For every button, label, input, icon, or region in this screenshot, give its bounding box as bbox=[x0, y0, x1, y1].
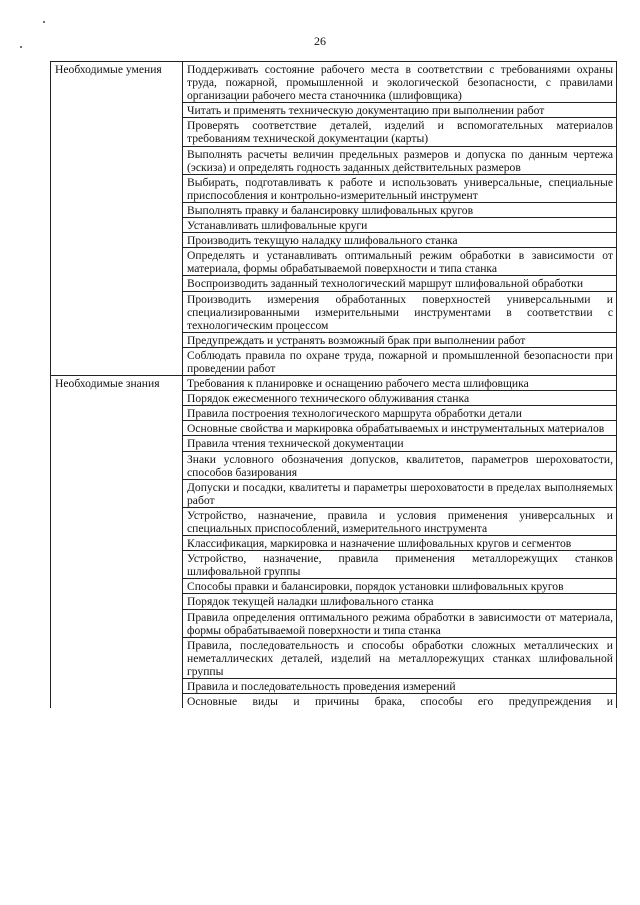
category-cell-continued bbox=[51, 233, 183, 248]
table-row bbox=[51, 332, 617, 347]
category-cell-continued bbox=[51, 174, 183, 202]
table-body bbox=[51, 62, 617, 709]
table-row bbox=[51, 694, 617, 709]
category-cell-continued bbox=[51, 637, 183, 678]
table-row bbox=[51, 118, 617, 146]
category-cell-continued bbox=[51, 421, 183, 436]
requirement-item: Устанавливать шлифовальные круги bbox=[183, 218, 617, 233]
requirement-item: Правила и последовательность проведения измерений bbox=[183, 679, 617, 694]
table-row bbox=[51, 347, 617, 375]
requirement-item: Основные виды и причины брака, способы его предупреждения и bbox=[183, 694, 617, 709]
category-cell-continued bbox=[51, 507, 183, 535]
category-cell-continued bbox=[51, 347, 183, 375]
category-cell-continued bbox=[51, 594, 183, 609]
requirement-item: Определять и устанавливать оптимальный режим обработки в зависимости от материала, формы обрабатываемой поверхности и типа станка bbox=[183, 248, 617, 276]
requirement-item: Порядок текущей наладки шлифовального станка bbox=[183, 594, 617, 609]
category-cell-continued bbox=[51, 202, 183, 217]
table-row bbox=[51, 594, 617, 609]
table-row bbox=[51, 479, 617, 507]
table-row bbox=[51, 579, 617, 594]
requirement-item: Поддерживать состояние рабочего места в соответствии с требованиями охраны труда, пожарной, промышленной и экологической безопасности, с правилами организации рабочего места станочника (шлифовщика) bbox=[183, 62, 617, 103]
table-row bbox=[51, 436, 617, 451]
category-cell-continued bbox=[51, 146, 183, 174]
requirement-item: Выполнять правку и балансировку шлифовальных кругов bbox=[183, 202, 617, 217]
category-cell-continued bbox=[51, 291, 183, 332]
table-row bbox=[51, 637, 617, 678]
requirement-item: Допуски и посадки, квалитеты и параметры шероховатости в пределах выполняемых работ bbox=[183, 479, 617, 507]
requirement-item: Проверять соответствие деталей, изделий и вспомогательных материалов требованиям технической документации (карты) bbox=[183, 118, 617, 146]
table-row bbox=[51, 202, 617, 217]
requirement-item: Знаки условного обозначения допусков, квалитетов, параметров шероховатости, способов базирования bbox=[183, 451, 617, 479]
table-row bbox=[51, 406, 617, 421]
requirement-item: Читать и применять техническую документацию при выполнении работ bbox=[183, 103, 617, 118]
requirement-item: Правила чтения технической документации bbox=[183, 436, 617, 451]
table-row bbox=[51, 451, 617, 479]
requirement-item: Выбирать, подготавливать к работе и использовать универсальные, специальные приспособления и контрольно-измерительный инструмент bbox=[183, 174, 617, 202]
table-row bbox=[51, 276, 617, 291]
table-row bbox=[51, 103, 617, 118]
category-cell-continued bbox=[51, 436, 183, 451]
category-cell-continued bbox=[51, 536, 183, 551]
table-row bbox=[51, 174, 617, 202]
table-row bbox=[51, 609, 617, 637]
requirement-item: Воспроизводить заданный технологический маршрут шлифовальной обработки bbox=[183, 276, 617, 291]
requirement-item: Порядок ежесменного технического облуживания станка bbox=[183, 391, 617, 406]
table-row bbox=[51, 376, 617, 391]
category-cell-continued bbox=[51, 406, 183, 421]
requirement-item: Способы правки и балансировки, порядок установки шлифовальных кругов bbox=[183, 579, 617, 594]
table-row bbox=[51, 421, 617, 436]
requirement-item: Соблюдать правила по охране труда, пожарной и промышленной безопасности при проведении работ bbox=[183, 347, 617, 375]
requirement-item: Производить текущую наладку шлифовального станка bbox=[183, 233, 617, 248]
table-row bbox=[51, 291, 617, 332]
requirement-item: Классификация, маркировка и назначение шлифовальных кругов и сегментов bbox=[183, 536, 617, 551]
category-cell-continued bbox=[51, 609, 183, 637]
table-row bbox=[51, 551, 617, 579]
table-row bbox=[51, 507, 617, 535]
requirement-item: Устройство, назначение, правила применения металлорежущих станков шлифовальной группы bbox=[183, 551, 617, 579]
category-cell-continued bbox=[51, 391, 183, 406]
category-label: Необходимые умения bbox=[51, 62, 183, 103]
requirement-item: Устройство, назначение, правила и условия применения универсальных и специальных приспособлений, измерительного инструмента bbox=[183, 507, 617, 535]
requirement-item: Требования к планировке и оснащению рабочего места шлифовщика bbox=[183, 376, 617, 391]
table-row bbox=[51, 146, 617, 174]
requirement-item: Выполнять расчеты величин предельных размеров и допуска по данным чертежа (эскиза) и определять годность заданных действительных размеров bbox=[183, 146, 617, 174]
competency-table bbox=[50, 61, 617, 708]
requirement-item: Производить измерения обработанных поверхностей универсальными и специализированными измерительными инструментами в соответствии с технологическим процессом bbox=[183, 291, 617, 332]
category-cell-continued bbox=[51, 332, 183, 347]
category-cell-continued bbox=[51, 694, 183, 709]
table-row bbox=[51, 233, 617, 248]
requirement-item: Правила, последовательность и способы обработки сложных металлических и неметаллических деталей, изделий на металлорежущих станках шлифовальной группы bbox=[183, 637, 617, 678]
requirement-item: Правила построения технологического маршрута обработки детали bbox=[183, 406, 617, 421]
category-cell-continued bbox=[51, 248, 183, 276]
category-cell-continued bbox=[51, 118, 183, 146]
requirement-item: Правила определения оптимального режима обработки в зависимости от материала, формы обрабатываемой поверхности и типа станка bbox=[183, 609, 617, 637]
category-cell-continued bbox=[51, 103, 183, 118]
table-row bbox=[51, 679, 617, 694]
requirement-item: Основные свойства и маркировка обрабатываемых и инструментальных материалов bbox=[183, 421, 617, 436]
category-cell-continued bbox=[51, 276, 183, 291]
table-row bbox=[51, 218, 617, 233]
table-row bbox=[51, 248, 617, 276]
category-cell-continued bbox=[51, 579, 183, 594]
table-row bbox=[51, 62, 617, 103]
category-cell-continued bbox=[51, 679, 183, 694]
table-row bbox=[51, 536, 617, 551]
category-label: Необходимые знания bbox=[51, 376, 183, 391]
category-cell-continued bbox=[51, 451, 183, 479]
page-number: 26 bbox=[314, 34, 326, 48]
category-cell-continued bbox=[51, 551, 183, 579]
table-row bbox=[51, 391, 617, 406]
scan-speck bbox=[43, 21, 45, 23]
category-cell-continued bbox=[51, 218, 183, 233]
category-cell-continued bbox=[51, 479, 183, 507]
requirement-item: Предупреждать и устранять возможный брак при выполнении работ bbox=[183, 332, 617, 347]
